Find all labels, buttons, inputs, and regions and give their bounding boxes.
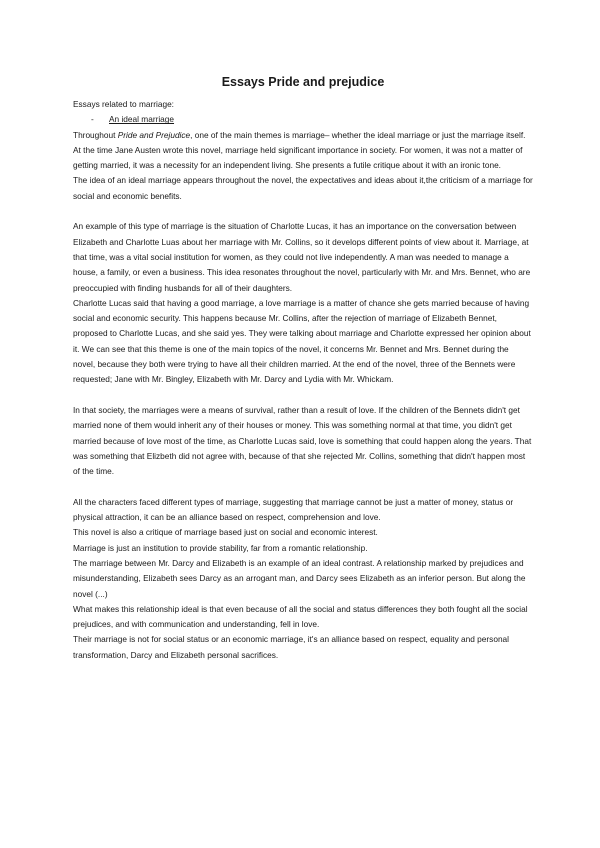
paragraph-gap: [73, 479, 533, 494]
paragraph-1: [73, 128, 533, 174]
list-item: [73, 112, 533, 127]
paragraph-8: Marriage is just an institution to provide stability, far from a romantic relationship.: [73, 542, 368, 553]
paragraph-4: Charlotte Lucas said that having a good marriage, a love marriage is a matter of chance she gets married because of having social and economic security. This happens because Mr. Collins, after the rejection of marriage of Elizabeth Bennet, proposed to Charlotte Lucas, and she said yes. They were talking about marriage and Charlotte expressed her opinion about it. We can see that this theme is one of the main topics of the novel, it concerns Mr. Bennet and Mrs. Bennet during the novel, because they both were trying to have all their children married. At the end of the novel, three of the Bennets were requested; Jane with Mr. Bingley, Elizabeth with Mr. Darcy and Lydia with Mr. Whickam.: [73, 297, 531, 385]
page-title: Essays Pride and prejudice: [221, 75, 385, 89]
paragraph-1-pre: Throughout: [73, 129, 118, 140]
paragraph-6: All the characters faced different types of marriage, suggesting that marriage cannot be just a matter of money, status or physical attraction, it can be an alliance based on respect, comprehension and love.: [73, 496, 514, 523]
paragraph-gap: [73, 388, 533, 403]
intro-line: Essays related to marriage:: [73, 99, 174, 109]
paragraph-11: Their marriage is not for social status or an economic marriage, it's an alliance based on respect, equality and personal transformation, Darcy and Elizabeth personal sacrifices.: [73, 634, 510, 660]
paragraph-1-post: , one of the main themes is marriage– whether the ideal marriage or just the marriage itself. At the time Jane Austen wrote this novel, marriage held significant importance in society. For women, it was not a matter of getting married, it was a necessity for an independent living. She presents a futile critique about it with an ironic tone.: [73, 129, 526, 171]
list-dash: -: [91, 114, 94, 125]
paragraph-1-italic: Pride and Prejudice: [117, 129, 191, 140]
paragraph-7: This novel is also a critique of marriage based just on social and economic interest.: [73, 527, 378, 538]
paragraph-9: The marriage between Mr. Darcy and Elizabeth is an example of an ideal contrast. A relationship marked by prejudices and misunderstanding, Elizabeth sees Darcy as an arrogant man, and Darcy sees Elizabeth as an inferior person. But along the novel (...): [73, 557, 526, 599]
list-item-label: An ideal marriage: [109, 114, 175, 125]
paragraph-gap: [73, 204, 533, 219]
paragraph-10: What makes this relationship ideal is that even because of all the social and status differences they both fought all the social prejudices, and with communication and understanding, fell in love.: [73, 603, 528, 630]
paragraph-2: The idea of an ideal marriage appears throughout the novel, the expectatives and ideas about it,the criticism of a marriage for social and economic benefits.: [73, 175, 533, 201]
paragraph-5: In that society, the marriages were a means of survival, rather than a result of love. If the children of the Bennets didn't get married none of them would inherit any of their houses or money. This was something normal at that time, you didn't get married because of love most of the time, as Charlotte Lucas said, love is something that could happen along the years. That was something that Elizbeth did not agree with, because of that she rejected Mr. Collins, something that didn't happen most of the time.: [73, 404, 532, 477]
document-page: [73, 74, 533, 663]
paragraph-3: An example of this type of marriage is the situation of Charlotte Lucas, it has an importance on the conversation between Elizabeth and Charlotte Luas about her marriage with Mr. Collins, so it develops different points of view about it. Marriage, at that time, was a vital social institution for women, as they could not live independently. A man was needed to manage a house, a family, or even a business. This idea resonates throughout the novel, particularly with Mr. and Mrs. Bennet, who are preoccupied with finding husbands for all of their daughters.: [73, 221, 531, 293]
